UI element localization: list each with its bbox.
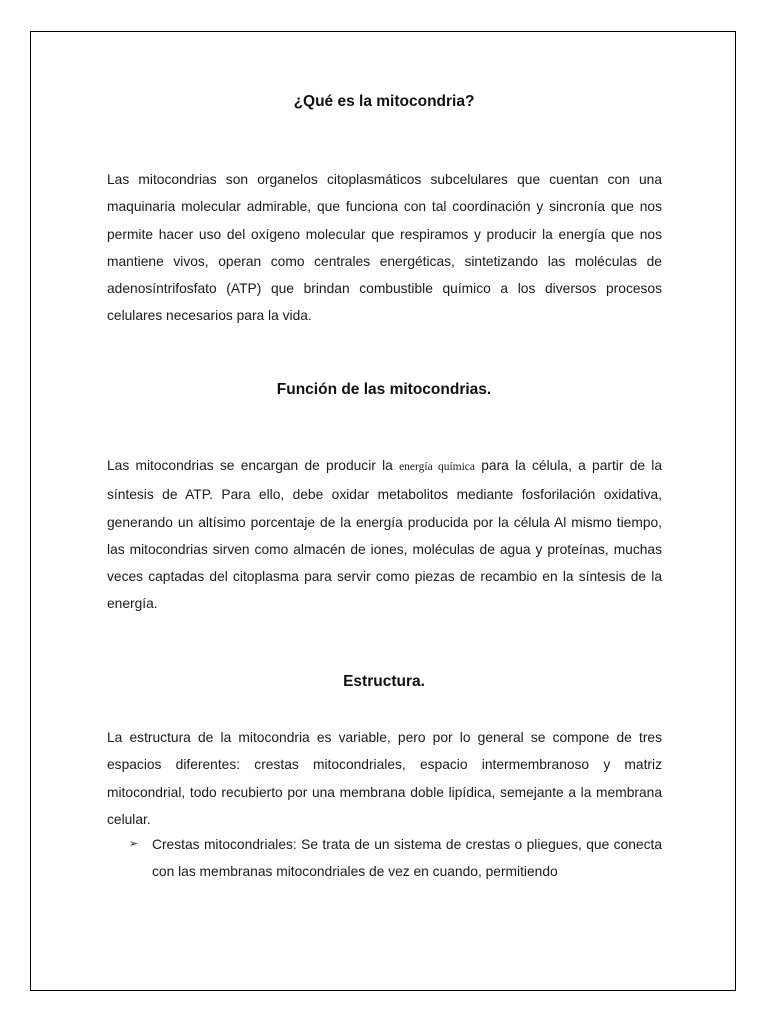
paragraph-funcion-start: Las mitocondrias se encargan de producir la	[107, 458, 400, 473]
paragraph-que-es: Las mitocondrias son organelos citoplasmáticos subcelulares que cuentan con una maquinaria molecular admirable, que funciona con tal coordinación y sincronía que nos permite hacer uso del oxígeno molecular que respiramos y producir la energía que nos mantiene vivos, operan como centrales energéticas, sintetizando las moléculas de adenosíntrifosfato (ATP) que brindan combustible químico a los diversos procesos celulares necesarios para la vida.	[107, 172, 662, 324]
title-que-es-la-mitocondria: ¿Qué es la mitocondria?	[293, 93, 475, 110]
paragraph-estructura: La estructura de la mitocondria es variable, pero por lo general se compone de tres espacios diferentes: crestas mitocondriales, espacio intermembranoso y matriz mitocondrial, todo recubierto por una membrana doble lipídica, semejante a la membrana celular.	[107, 730, 662, 827]
bullet-text-crestas: Crestas mitocondriales: Se trata de un sistema de crestas o pliegues, que conecta con las membranas mitocondriales de vez en cuando, permitiendo	[152, 837, 662, 880]
arrow-bullet-icon: ➢	[129, 838, 139, 850]
title-funcion-mitocondrias: Función de las mitocondrias.	[276, 381, 492, 398]
paragraph-funcion-end: para la célula, a partir de la síntesis de ATP. Para ello, debe oxidar metabolitos mediante fosforilación oxidativa, generando un altísimo porcentaje de la energía producida por la célula Al mismo tiempo, las mitocondrias sirven como almacén de iones, moléculas de agua y proteínas, muchas veces captadas del citoplasma para servir como piezas de recambio en la síntesis de la energía.	[107, 458, 663, 612]
paragraph-funcion	[107, 452, 662, 618]
bullet-item-crestas	[129, 831, 662, 886]
title-estructura: Estructura.	[343, 673, 425, 690]
energia-quimica-term: energía química	[399, 461, 476, 473]
